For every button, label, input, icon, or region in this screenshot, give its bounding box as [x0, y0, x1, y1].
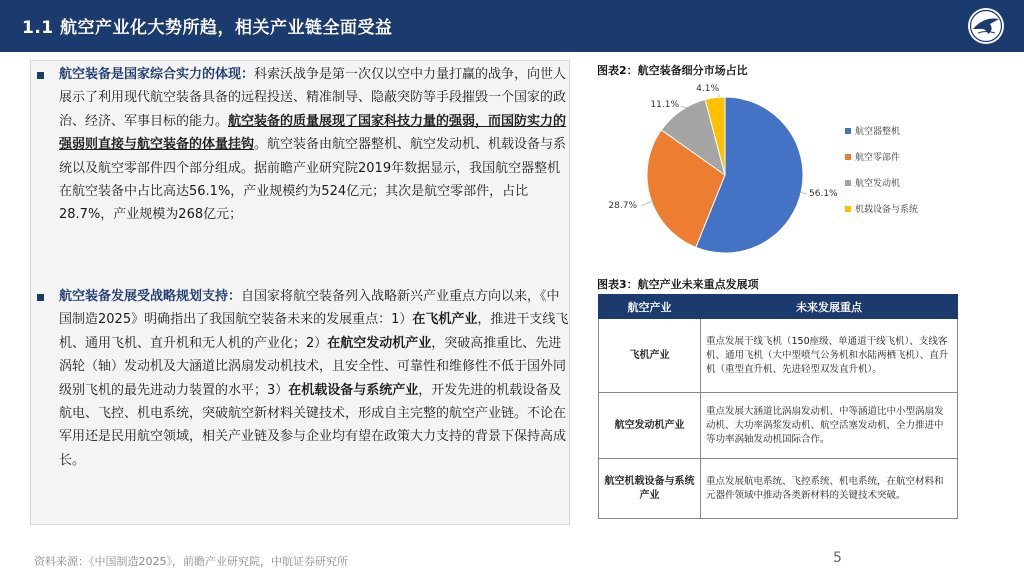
- bullet-square: [37, 294, 44, 301]
- paragraph-text: ，开发先进的机载设备及航电、飞控、机电系统，突破航空新材料关键技术，形成自主完整的航空产业链。不论在军用还是民用航空领域，相关产业链及参与企业均有望在政策大力支持的背景下保持高成长。: [59, 382, 567, 468]
- table-cell-industry: 航空发动机产业: [599, 393, 701, 459]
- paragraph-bold: 在航空发动机产业: [327, 335, 432, 351]
- chart-title: 图表2：航空装备细分市场占比: [597, 64, 748, 77]
- table-cell-industry: 航空机载设备与系统产业: [599, 459, 701, 519]
- paragraph-text: 。航空装备由航空器整机、航空发动机、机载设备与系统以及航空零部件四个部分组成。据前瞻产业研究院2019年数据显示，我国航空器整机在航空装备中占比高达56.1%，产业规模约为524亿元；其次是航空零部件，占比28.7%，产业规模为268亿元；: [59, 137, 567, 223]
- company-logo-icon: [966, 6, 1006, 46]
- paragraph-bold: 在飞机产业: [412, 312, 478, 328]
- paragraph-heading: 航空装备是国家综合实力的体现：: [59, 67, 255, 82]
- table-header-focus: 未来发展重点: [701, 295, 958, 319]
- paragraph-heading: 航空装备发展受战略规划支持：: [59, 289, 242, 304]
- pie-label-components: 28.7%: [608, 201, 637, 211]
- paragraph-text: ，推进干支线飞机、通用飞机、直升机和无人机的产业化；2）: [59, 312, 569, 351]
- table-cell-focus: 重点发展干线飞机（150座级、单通道干线飞机）、支线客机、通用飞机（大中型喷气公务机和水陆两栖飞机）、直升机（重型直升机、先进轻型双发直升机）。: [701, 319, 958, 393]
- table-cell-focus: 重点发展大涵道比涡扇发动机、中等涵道比中小型涡扇发动机、大功率涡浆发动机、航空活塞发动机，全力推进中等功率涡轴发动机国际合作。: [701, 393, 958, 459]
- legend-label-avionics: 机载设备与系统: [855, 205, 919, 215]
- legend-label-components: 航空零部件: [855, 153, 901, 163]
- paragraph-bold: 在机载设备与系统产业: [288, 382, 419, 398]
- page-title: 1.1 航空产业化大势所趋，相关产业链全面受益: [22, 18, 393, 38]
- pie-label-avionics: 4.1%: [696, 84, 719, 94]
- source-note: 资料来源：《中国制造2025》，前瞻产业研究院，中航证券研究所: [34, 555, 348, 568]
- page-number: 5: [833, 550, 842, 566]
- paragraph-aviation-strength: [59, 63, 569, 227]
- pie-label-engine: 11.1%: [650, 100, 679, 110]
- table-header-row: [599, 295, 958, 319]
- content-panel: [30, 60, 570, 525]
- paragraph-text: ，突破高推重比、先进涡轮（轴）发动机及大涵道比涡扇发动机技术，且安全性、可靠性和维修性不低于国外同级别飞机的最先进动力装置的水平；3）: [59, 335, 567, 398]
- table-title: 图表3：航空产业未来重点发展项: [597, 278, 759, 291]
- table-cell-industry: 飞机产业: [599, 319, 701, 393]
- legend-swatch-avionics: [845, 206, 851, 212]
- paragraph-text: 科索沃战争是第一次仅以空中力量打赢的战争，向世人展示了利用现代航空装备具备的远程投送、精准制导、隐蔽突防等手段摧毁一个国家的政治、经济、军事目标的能力。: [59, 67, 567, 129]
- pie-chart: [595, 80, 995, 270]
- legend-swatch-components: [845, 154, 851, 160]
- pie-label-airframe: 56.1%: [809, 189, 838, 199]
- table-row: [599, 459, 958, 519]
- industry-table: [598, 294, 958, 519]
- legend-label-engine: 航空发动机: [855, 179, 901, 189]
- paragraph-strategy-support: [59, 285, 569, 472]
- table-row: [599, 393, 958, 459]
- legend-swatch-engine: [845, 180, 851, 186]
- bullet-square: [37, 72, 44, 79]
- legend-swatch-airframe: [845, 128, 851, 134]
- table-cell-focus: 重点发展航电系统、飞控系统、机电系统，在航空材料和元器件领域中推动各类新材料的关键技术突破。: [701, 459, 958, 519]
- paragraph-text: 自国家将航空装备列入战略新兴产业重点方向以来，《中国制造2025》明确指出了我国航空装备未来的发展重点：1）: [59, 289, 560, 328]
- table-row: [599, 319, 958, 393]
- paragraph-emphasis: 航空装备的质量展现了国家科技力量的强弱，而国防实力的强弱则直接与航空装备的体量挂钩: [59, 113, 567, 153]
- header-bar: [0, 0, 1024, 52]
- legend-label-airframe: 航空器整机: [855, 127, 901, 137]
- table-header-industry: 航空产业: [599, 295, 701, 319]
